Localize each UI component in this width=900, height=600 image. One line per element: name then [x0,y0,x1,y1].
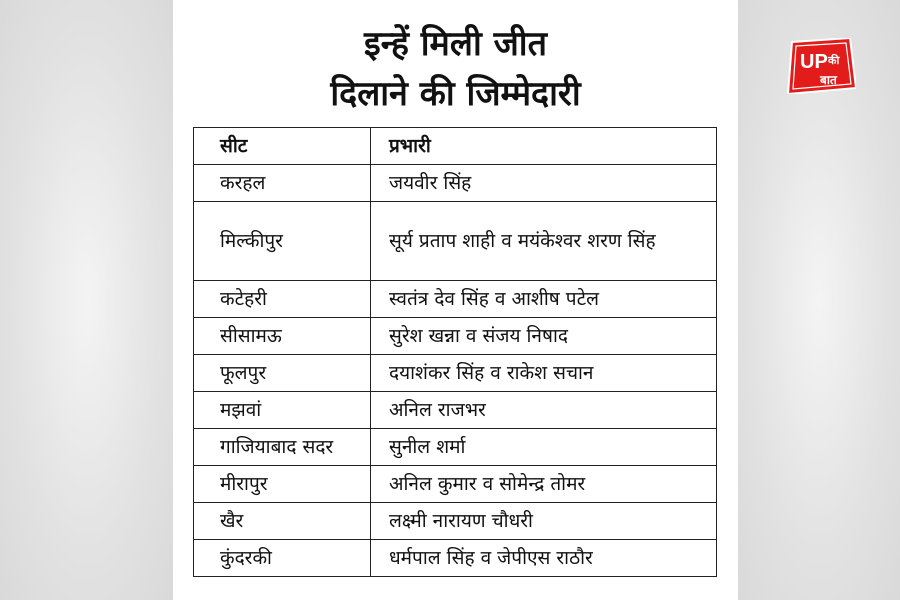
table-row [194,165,717,202]
seat-cell: मिल्कीपुर [194,202,371,281]
incharge-cell: सूर्य प्रताप शाही व मयंकेश्वर शरण सिंह [371,202,717,281]
seat-cell: सीसामऊ [194,318,371,355]
table-row [194,466,717,503]
table-row [194,392,717,429]
seat-cell: खैर [194,503,371,540]
seat-cell: कटेहरी [194,281,371,318]
incharge-cell: धर्मपाल सिंह व जेपीएस राठौर [371,540,717,577]
logo-text-top: UP [800,51,828,73]
up-ki-baat-logo [786,38,856,94]
seat-cell: करहल [194,165,371,202]
incharge-cell: सुनील शर्मा [371,429,717,466]
table-row [194,318,717,355]
incharge-cell: सुरेश खन्ना व संजय निषाद [371,318,717,355]
header-seat: सीट [194,128,371,165]
table-row [194,540,717,577]
background-left-blur [0,0,173,600]
table-header-row [194,128,717,165]
seat-cell: मझवां [194,392,371,429]
header-incharge: प्रभारी [371,128,717,165]
table-row [194,503,717,540]
seat-cell: गाजियाबाद सदर [194,429,371,466]
seat-cell: कुंदरकी [194,540,371,577]
incharge-cell: जयवीर सिंह [371,165,717,202]
incharge-cell: अनिल कुमार व सोमेन्द्र तोमर [371,466,717,503]
seat-cell: मीरापुर [194,466,371,503]
seat-incharge-table [193,127,717,577]
table-row [194,281,717,318]
table-row [194,202,717,281]
table-row [194,429,717,466]
seat-cell: फूलपुर [194,355,371,392]
logo-text-bottom: बात [820,73,837,87]
incharge-cell: स्वतंत्र देव सिंह व आशीष पटेल [371,281,717,318]
incharge-cell: दयाशंकर सिंह व राकेश सचान [371,355,717,392]
table-row [194,355,717,392]
incharge-cell: लक्ष्मी नारायण चौधरी [371,503,717,540]
headline-line-2: दिलाने की जिम्मेदारी [330,74,581,114]
incharge-cell: अनिल राजभर [371,392,717,429]
infographic-card [173,0,738,600]
logo-text-mid: की [828,54,840,67]
headline-line-1: इन्हें मिली जीत [364,24,547,64]
